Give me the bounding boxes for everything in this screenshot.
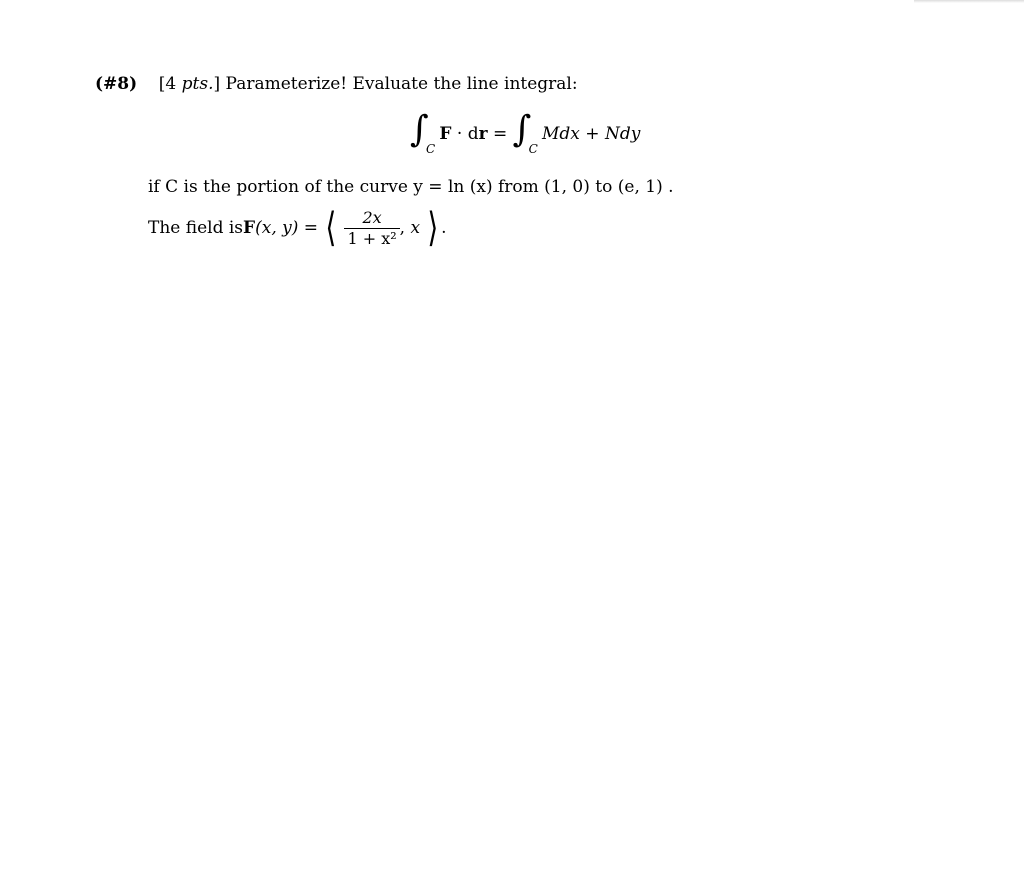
page-edge-shadow bbox=[914, 0, 1024, 3]
integral-sign-lhs: ∫ C bbox=[410, 109, 436, 156]
field-fraction: $\frac{2x}{\text{1 + x²}}$ bbox=[344, 209, 399, 248]
problem-number: (#8) bbox=[95, 74, 138, 94]
curve-description: if C is the portion of the curve y = ln (x) from (1, 0) to (e, 1) . bbox=[148, 177, 674, 197]
left-angle-bracket: ⟨ bbox=[325, 205, 337, 251]
integral-sign-rhs: ∫ C bbox=[512, 109, 538, 156]
line-integral-equation bbox=[410, 109, 641, 162]
equation-lhs: F · dr bbox=[439, 124, 488, 144]
right-angle-bracket: ⟩ bbox=[427, 205, 439, 251]
problem-header bbox=[95, 72, 578, 96]
problem-points: [4 pts.] bbox=[158, 74, 221, 94]
equation-equals: = bbox=[492, 124, 513, 144]
problem-instruction: Parameterize! Evaluate the line integral: bbox=[225, 74, 578, 94]
equation-rhs: Mdx + Ndy bbox=[542, 124, 641, 144]
field-definition: The field isF(x, y) = ⟨ $\frac{2x}{\text{1 + x²}}$ , x ⟩ . bbox=[148, 205, 447, 251]
